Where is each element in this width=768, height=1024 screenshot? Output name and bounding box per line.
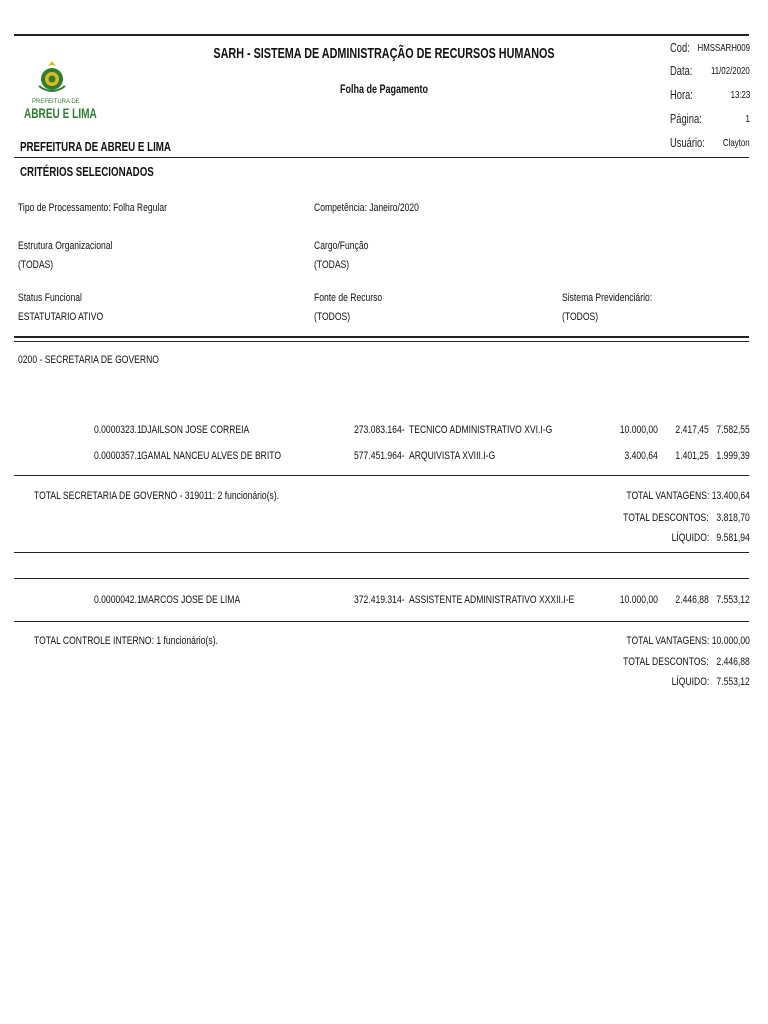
vantagens: 3.400,64 xyxy=(624,450,658,462)
meta-value: 13:23 xyxy=(730,89,750,101)
total-label: TOTAL VANTAGENS: xyxy=(626,635,709,647)
matricula: 0.0000357.1 xyxy=(94,450,142,462)
tipo-processamento: Tipo de Processamento: Folha Regular xyxy=(18,202,167,214)
descontos: 1.401,25 xyxy=(675,450,709,462)
logo-text: ABREU E LIMA xyxy=(24,105,97,121)
employee-name: DJAILSON JOSE CORREIA xyxy=(141,424,250,436)
estrutura-value: (TODAS) xyxy=(18,259,54,271)
cargo: ASSISTENTE ADMINISTRATIVO XXXII.I-E xyxy=(409,594,575,606)
report-subtitle: Folha de Pagamento xyxy=(339,82,429,96)
total-label: TOTAL DESCONTOS: xyxy=(623,512,709,524)
fonte-label: Fonte de Recurso xyxy=(314,292,383,304)
liquido: 7.582,55 xyxy=(716,424,750,436)
vantagens: 10.000,00 xyxy=(619,424,658,436)
liquido: 1.999,39 xyxy=(716,450,750,462)
matricula: 0.0000323.1 xyxy=(94,424,142,436)
top-rule xyxy=(14,34,749,36)
estrutura-label: Estrutura Organizacional xyxy=(18,240,113,252)
vantagens: 10.000,00 xyxy=(619,594,658,606)
org-name: PREFEITURA DE ABREU E LIMA xyxy=(20,139,171,154)
cargo-label: Cargo/Função xyxy=(314,240,369,252)
total-label: LÍQUIDO: xyxy=(671,532,709,544)
liquido: 7.553,12 xyxy=(716,594,750,606)
total-value: 3.818,70 xyxy=(716,512,750,524)
descontos: 2.446,88 xyxy=(675,594,709,606)
cpf: 372.419.314- xyxy=(354,594,405,606)
total-value: 7.553,12 xyxy=(716,676,750,688)
group-rule xyxy=(14,475,749,476)
group-rule xyxy=(14,552,749,553)
sistema-value: (TODOS) xyxy=(562,311,599,323)
meta-label: Cod: xyxy=(670,40,690,55)
coat-of-arms-icon xyxy=(30,58,74,98)
group-total-label: TOTAL CONTROLE INTERNO: 1 funcionário(s). xyxy=(34,635,218,647)
meta-label: Usuário: xyxy=(670,135,705,150)
employee-name: GAMAL NANCEU ALVES DE BRITO xyxy=(141,450,282,462)
meta-label: Página: xyxy=(670,111,702,126)
status-value: ESTATUTARIO ATIVO xyxy=(18,311,104,323)
status-label: Status Funcional xyxy=(18,292,82,304)
meta-value: 1 xyxy=(745,113,750,125)
group-rule xyxy=(14,578,749,579)
criteria-title: CRITÉRIOS SELECIONADOS xyxy=(20,164,154,179)
matricula: 0.0000042.1 xyxy=(94,594,142,606)
sistema-label: Sistema Previdenciário: xyxy=(562,292,653,304)
group-rule xyxy=(14,621,749,622)
total-label: TOTAL DESCONTOS: xyxy=(623,656,709,668)
employee-name: MARCOS JOSE DE LIMA xyxy=(141,594,241,606)
competencia: Competência: Janeiro/2020 xyxy=(314,202,419,214)
meta-label: Hora: xyxy=(670,87,693,102)
section-title: 0200 - SECRETARIA DE GOVERNO xyxy=(18,354,159,366)
total-label: TOTAL VANTAGENS: xyxy=(626,490,709,502)
criteria-rule xyxy=(14,336,749,342)
header-rule xyxy=(14,157,749,158)
cpf: 273.083.164- xyxy=(354,424,405,436)
meta-value: HMSSARH009 xyxy=(697,42,750,54)
logo xyxy=(24,58,97,122)
cargo-value: (TODAS) xyxy=(314,259,350,271)
total-value: 10.000,00 xyxy=(711,635,750,647)
group-total-label: TOTAL SECRETARIA DE GOVERNO - 319011: 2 funcionário(s). xyxy=(34,490,280,502)
meta-label: Data: xyxy=(670,63,693,78)
system-title: SARH - SISTEMA DE ADMINISTRAÇÃO DE RECURSOS HUMANOS xyxy=(213,45,555,62)
total-value: 2.446,88 xyxy=(716,656,750,668)
total-value: 13.400,64 xyxy=(711,490,750,502)
total-label: LÍQUIDO: xyxy=(671,676,709,688)
cpf: 577.451.964- xyxy=(354,450,405,462)
cargo: TECNICO ADMINISTRATIVO XVI.I-G xyxy=(409,424,553,436)
total-value: 9.581,94 xyxy=(716,532,750,544)
meta-value: 11/02/2020 xyxy=(711,65,750,77)
meta-value: Clayton xyxy=(723,137,750,149)
fonte-value: (TODOS) xyxy=(314,311,351,323)
descontos: 2.417,45 xyxy=(675,424,709,436)
cargo: ARQUIVISTA XVIII.I-G xyxy=(409,450,496,462)
logo-top-text: PREFEITURA DE xyxy=(32,99,80,105)
